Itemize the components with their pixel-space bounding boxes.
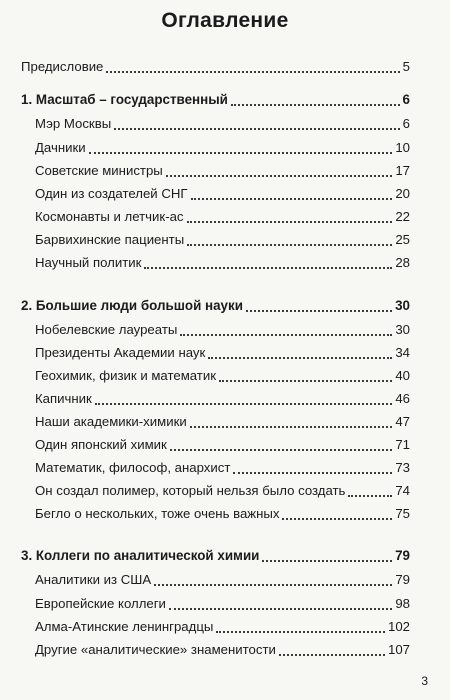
toc-entry-page: 25 — [395, 232, 410, 247]
toc-entry-page: 46 — [395, 391, 410, 406]
toc-entry — [35, 412, 410, 432]
toc-entry — [35, 253, 410, 273]
toc-entry-label: Бегло о нескольких, тоже очень важных — [35, 506, 280, 521]
toc-entry-label: Советские министры — [35, 163, 163, 178]
toc-entry — [35, 389, 410, 409]
toc-entry — [35, 435, 410, 455]
dot-leader — [282, 518, 392, 520]
toc-entry-page: 28 — [395, 255, 410, 270]
toc-entry — [35, 640, 410, 660]
toc-entry-label: Капичник — [35, 391, 92, 406]
toc-entry-page: 71 — [395, 437, 410, 452]
toc-entry-label: Алма-Атинские ленинградцы — [35, 619, 214, 634]
toc-entry-page: 73 — [395, 460, 410, 475]
dot-leader — [95, 403, 393, 405]
toc-entry-page: 79 — [395, 572, 410, 587]
section-heading-label: 2. Большие люди большой науки — [21, 298, 243, 313]
toc-entry — [35, 138, 410, 158]
toc-entry-label: Один из создателей СНГ — [35, 186, 188, 201]
toc-entry-page: 10 — [395, 140, 410, 155]
toc-entry-page: 74 — [395, 483, 410, 498]
section-heading-label: 3. Коллеги по аналитической химии — [21, 548, 260, 563]
toc-entry — [35, 230, 410, 250]
dot-leader — [144, 267, 392, 269]
dot-leader — [246, 310, 392, 312]
toc-entry — [35, 184, 410, 204]
section-heading-page: 30 — [395, 298, 410, 313]
toc-entry-label: Нобелевские лауреаты — [35, 322, 178, 337]
dot-leader — [187, 244, 392, 246]
toc-entry-page: 40 — [395, 368, 410, 383]
dot-leader — [219, 380, 392, 382]
dot-leader — [208, 357, 392, 359]
dot-leader — [166, 175, 393, 177]
toc-entry-label: Один японский химик — [35, 437, 167, 452]
toc-entry — [35, 320, 410, 340]
toc-entry-label: Другие «аналитические» знаменитости — [35, 642, 276, 657]
toc-entry-page: 22 — [395, 209, 410, 224]
toc-entry — [35, 207, 410, 227]
toc-entry — [35, 114, 410, 134]
dot-leader — [154, 584, 392, 586]
page-number: 3 — [421, 674, 428, 688]
section-heading-page: 6 — [402, 92, 410, 107]
dot-leader — [190, 426, 393, 428]
toc-entry-page: 47 — [395, 414, 410, 429]
dot-leader — [233, 472, 392, 474]
dot-leader — [348, 495, 392, 497]
toc-entry-page: 17 — [395, 163, 410, 178]
toc-entry-label: Аналитики из США — [35, 572, 152, 587]
dot-leader — [216, 631, 385, 633]
toc-entry-label: Дачники — [35, 140, 86, 155]
toc-entry — [35, 617, 410, 637]
dot-leader — [231, 104, 400, 106]
toc-entry-label: Президенты Академии наук — [35, 345, 206, 360]
toc-entry — [35, 570, 410, 590]
dot-leader — [279, 654, 385, 656]
dot-leader — [169, 608, 392, 610]
toc-entry-label: Научный политик — [35, 255, 142, 270]
toc-entry-page: 107 — [387, 642, 410, 657]
dot-leader — [170, 449, 393, 451]
section-heading — [21, 546, 410, 566]
toc-entry-label: Наши академики-химики — [35, 414, 187, 429]
section-heading — [21, 296, 410, 316]
toc-entry-label: Барвихинские пациенты — [35, 232, 185, 247]
section-heading-page: 79 — [395, 548, 410, 563]
toc-entry-label: Космонавты и летчик-ас — [35, 209, 184, 224]
toc-entry — [35, 458, 410, 478]
toc-entry — [35, 366, 410, 386]
toc-entry-label: Предисловие — [21, 59, 104, 74]
toc-entry — [35, 594, 410, 614]
toc-entry — [35, 504, 410, 524]
toc-entry-page: 30 — [395, 322, 410, 337]
page-title: Оглавление — [161, 9, 289, 32]
toc-entry-page: 5 — [402, 59, 410, 74]
toc-entry-label: Математик, философ, анархист — [35, 460, 231, 475]
toc-entry-page: 20 — [395, 186, 410, 201]
toc-entry-preface — [21, 57, 410, 77]
toc-entry-label: Мэр Москвы — [35, 116, 112, 131]
dot-leader — [180, 334, 392, 336]
toc-entry-label: Геохимик, физик и математик — [35, 368, 216, 383]
dot-leader — [187, 221, 393, 223]
toc-entry-label: Он создал полимер, который нельзя было создать — [35, 483, 346, 498]
dot-leader — [262, 560, 392, 562]
toc-entry-page: 75 — [395, 506, 410, 521]
toc-entry — [35, 161, 410, 181]
toc-entry-page: 34 — [395, 345, 410, 360]
dot-leader — [114, 128, 399, 130]
dot-leader — [89, 152, 393, 154]
dot-leader — [106, 71, 399, 73]
section-heading-label: 1. Масштаб – государственный — [21, 92, 228, 107]
toc-entry-page: 6 — [402, 116, 410, 131]
dot-leader — [191, 198, 393, 200]
section-heading — [21, 90, 410, 110]
toc-entry — [35, 343, 410, 363]
toc-entry-page: 102 — [387, 619, 410, 634]
toc-entry-page: 98 — [395, 596, 410, 611]
toc-entry — [35, 481, 410, 501]
toc-entry-label: Европейские коллеги — [35, 596, 166, 611]
